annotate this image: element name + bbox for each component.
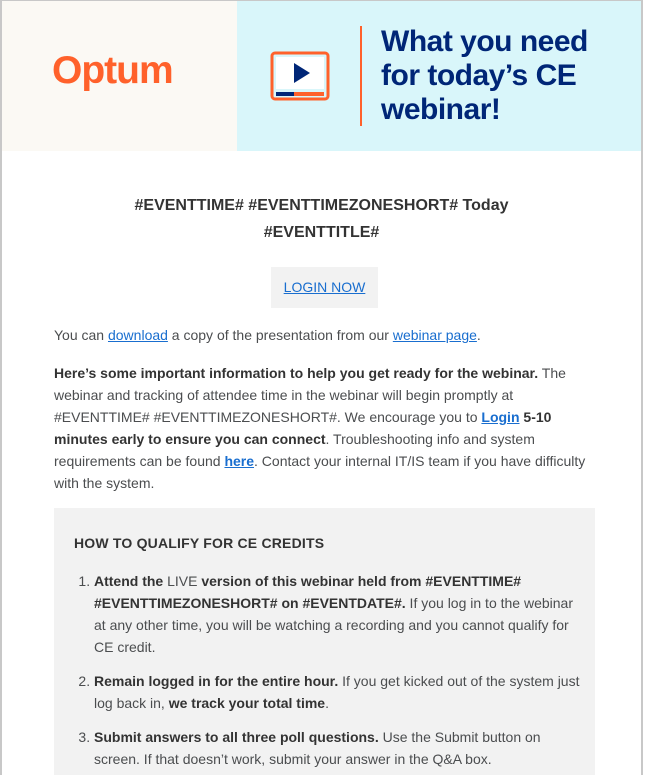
list-item [94, 726, 584, 770]
list-item [94, 670, 584, 714]
login-link[interactable]: Login [481, 409, 520, 425]
webinar-page-link[interactable]: webinar page [392, 327, 477, 343]
list-item [94, 570, 584, 658]
item2-rest-a: If you get kicked out of the system just log back in, [94, 673, 580, 711]
info-text-2: . Troubleshooting info and system requirements can be found [54, 431, 535, 469]
login-now-link[interactable]: LOGIN NOW [283, 279, 366, 295]
optum-logo: Optum [52, 49, 173, 92]
download-paragraph [54, 324, 599, 346]
item3-bold-a: Submit answers to all three poll questions. [94, 729, 379, 745]
download-text-3: . [476, 327, 481, 343]
item1-rest: If you log in to the webinar at any other time, you will be watching a recording and you cannot qualify for CE credit. [94, 595, 573, 655]
item3-rest: Use the Submit button on screen. If that doesn’t work, submit your answer in the Q&A box. [94, 729, 541, 767]
info-text-1: The webinar and tracking of attendee time in the webinar will begin promptly at #EVENTTIME# #EVENTTIMEZONESHORT#. We encourage you to [54, 365, 566, 425]
item2-rest-b: . [325, 695, 329, 711]
info-early-note: 5-10 minutes early to ensure you can connect [54, 409, 552, 447]
ce-credits-list [78, 570, 584, 775]
header-logo-panel [2, 1, 237, 151]
download-link[interactable]: download [107, 327, 168, 343]
info-text-3: . Contact your internal IT/IS team if you have difficulty with the system. [54, 453, 586, 491]
header-banner-panel [237, 1, 641, 151]
header-divider [360, 26, 362, 126]
item1-live: LIVE [167, 573, 198, 589]
ce-credits-box [54, 508, 595, 775]
download-text-2: a copy of the presentation from our [167, 327, 393, 343]
login-now-button[interactable] [271, 267, 378, 308]
info-heading: Here’s some important information to help you get ready for the webinar. [54, 365, 539, 381]
download-text-1: You can [54, 327, 108, 343]
video-player-icon [270, 51, 330, 103]
event-time-line: #EVENTTIME# #EVENTTIMEZONESHORT# Today [134, 197, 509, 214]
email-header [2, 1, 641, 151]
header-headline: What you need for today’s CE webinar! [381, 25, 588, 126]
item2-bold-a: Remain logged in for the entire hour. [94, 673, 339, 689]
item2-bold-b: we track your total time [168, 695, 326, 711]
item1-bold-a: Attend the [94, 573, 168, 589]
ce-credits-title: HOW TO QUALIFY FOR CE CREDITS [74, 535, 325, 551]
item1-bold-b: version of this webinar held from #EVENTTIME# #EVENTTIMEZONESHORT# on #EVENTDATE#. [94, 573, 522, 611]
troubleshooting-here-link[interactable]: here [224, 453, 255, 469]
info-paragraph [54, 362, 599, 494]
event-title-line: #EVENTTITLE# [263, 224, 380, 241]
